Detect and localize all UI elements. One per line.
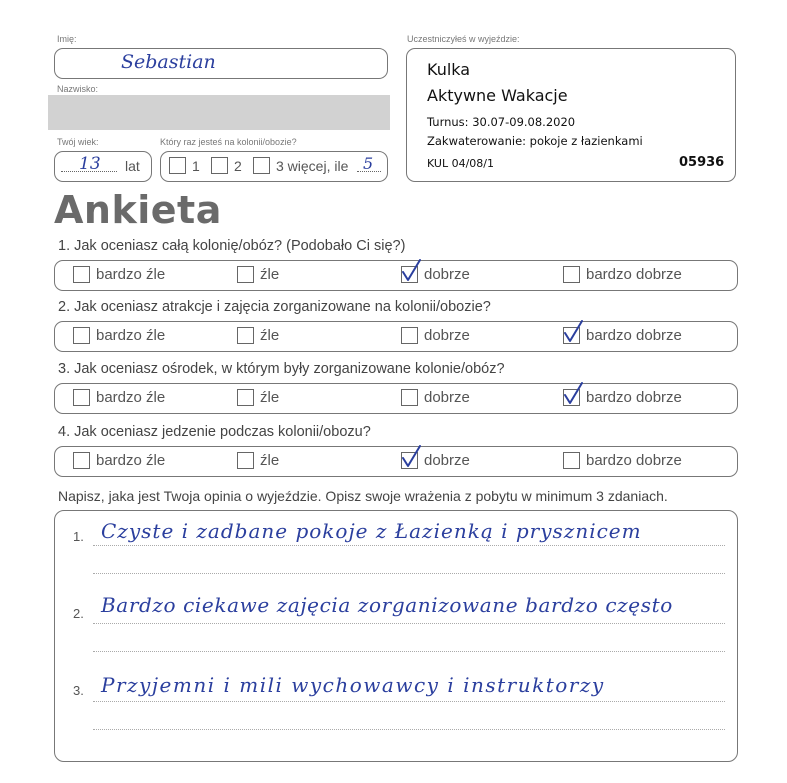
- question-3-option-1[interactable]: [73, 389, 165, 406]
- question-3-options: [54, 383, 738, 414]
- answer-line-2: [93, 623, 725, 624]
- option-label: źle: [260, 266, 280, 283]
- option-label: źle: [260, 327, 280, 344]
- checkbox[interactable]: [237, 266, 254, 283]
- times-checkbox-3[interactable]: [253, 157, 270, 174]
- option-label: bardzo źle: [96, 266, 166, 283]
- surname-label: Nazwisko:: [57, 84, 99, 94]
- answer-1: Czyste i zadbane pokoje z Łazienką i prysznicem: [101, 519, 642, 543]
- question-3-option-3[interactable]: [401, 389, 470, 406]
- option-label: bardzo źle: [96, 389, 166, 406]
- checkbox[interactable]: [73, 389, 90, 406]
- checkbox[interactable]: [73, 452, 90, 469]
- checkbox[interactable]: [563, 389, 580, 406]
- age-label: Twój wiek:: [57, 137, 99, 147]
- question-1-option-1[interactable]: [73, 266, 165, 283]
- option-label: bardzo dobrze: [586, 266, 682, 283]
- checkbox[interactable]: [563, 327, 580, 344]
- name-value: Sebastian: [121, 51, 216, 73]
- option-label: dobrze: [424, 266, 470, 283]
- trip-program: Aktywne Wakacje: [427, 86, 568, 105]
- trip-organizer: Kulka: [427, 60, 471, 79]
- age-value: 13: [79, 154, 101, 174]
- times-label: Który raz jesteś na kolonii/obozie?: [160, 137, 297, 147]
- checkmark-icon: [400, 258, 422, 284]
- answer-2: Bardzo ciekawe zajęcia zorganizowane bardzo często: [101, 593, 673, 617]
- answer-line-1b: [93, 573, 725, 574]
- question-4-option-2[interactable]: [237, 452, 279, 469]
- checkbox[interactable]: [237, 452, 254, 469]
- question-3-text: 3. Jak oceniasz ośrodek, w którym były zorganizowane kolonie/obóz?: [58, 361, 505, 377]
- option-label: dobrze: [424, 327, 470, 344]
- checkbox[interactable]: [73, 327, 90, 344]
- question-1-options: [54, 260, 738, 291]
- question-1-option-3[interactable]: [401, 266, 470, 283]
- trip-accommodation: Zakwaterowanie: pokoje z łazienkami: [427, 134, 643, 148]
- question-2-option-4[interactable]: [563, 327, 682, 344]
- option-label: źle: [260, 452, 280, 469]
- checkbox[interactable]: [401, 389, 418, 406]
- option-label: bardzo źle: [96, 327, 166, 344]
- question-4-option-4[interactable]: [563, 452, 682, 469]
- answer-line-3: [93, 701, 725, 702]
- surname-redaction: [48, 95, 390, 130]
- times-checkbox-1[interactable]: [169, 157, 186, 174]
- checkbox[interactable]: [401, 452, 418, 469]
- question-3-option-2[interactable]: [237, 389, 279, 406]
- answer-line-3b: [93, 729, 725, 730]
- answer-line-2b: [93, 651, 725, 652]
- checkbox[interactable]: [237, 327, 254, 344]
- answer-number-1: 1.: [73, 529, 84, 544]
- checkmark-icon: [562, 381, 584, 407]
- times-option-2[interactable]: 2: [211, 157, 242, 174]
- age-unit: lat: [125, 158, 140, 174]
- age-field[interactable]: [54, 151, 152, 182]
- answer-line-1: [93, 545, 725, 546]
- question-1-option-2[interactable]: [237, 266, 279, 283]
- trip-turnus: Turnus: 30.07-09.08.2020: [427, 115, 576, 129]
- checkmark-icon: [562, 319, 584, 345]
- option-label: źle: [260, 389, 280, 406]
- option-label: bardzo dobrze: [586, 389, 682, 406]
- option-label: dobrze: [424, 452, 470, 469]
- question-4-text: 4. Jak oceniasz jedzenie podczas kolonii/obozu?: [58, 424, 371, 440]
- question-1-text: 1. Jak oceniasz całą kolonię/obóz? (Podobało Ci się?): [58, 238, 406, 254]
- opinion-box[interactable]: [54, 510, 738, 762]
- option-label: bardzo dobrze: [586, 452, 682, 469]
- question-1-option-4[interactable]: [563, 266, 682, 283]
- question-4-options: [54, 446, 738, 477]
- trip-info-box: [406, 48, 736, 182]
- checkbox[interactable]: [563, 452, 580, 469]
- trip-number: 05936: [679, 155, 725, 170]
- survey-title: Ankieta: [54, 188, 222, 232]
- option-label: dobrze: [424, 389, 470, 406]
- checkmark-icon: [400, 444, 422, 470]
- question-3-option-4[interactable]: [563, 389, 682, 406]
- question-2-option-1[interactable]: [73, 327, 165, 344]
- times-field[interactable]: [160, 151, 388, 182]
- times-option-3[interactable]: 3 więcej, ile: [253, 157, 348, 174]
- trip-code: KUL 04/08/1: [427, 157, 494, 170]
- answer-number-3: 3.: [73, 683, 84, 698]
- question-2-option-2[interactable]: [237, 327, 279, 344]
- name-field[interactable]: [54, 48, 388, 79]
- participant-label: Uczestniczyłeś w wyjeździe:: [407, 34, 520, 44]
- question-2-options: [54, 321, 738, 352]
- times-value: 5: [363, 154, 374, 173]
- opinion-prompt: Napisz, jaka jest Twoja opinia o wyjeździe. Opisz swoje wrażenia z pobytu w minimum 3 zdaniach.: [58, 488, 668, 504]
- question-4-option-3[interactable]: [401, 452, 470, 469]
- option-label: bardzo dobrze: [586, 327, 682, 344]
- checkbox[interactable]: [401, 327, 418, 344]
- name-label: Imię:: [57, 34, 77, 44]
- question-4-option-1[interactable]: [73, 452, 165, 469]
- checkbox[interactable]: [401, 266, 418, 283]
- answer-3: Przyjemni i mili wychowawcy i instruktorzy: [101, 673, 605, 697]
- times-checkbox-2[interactable]: [211, 157, 228, 174]
- checkbox[interactable]: [563, 266, 580, 283]
- answer-number-2: 2.: [73, 606, 84, 621]
- checkbox[interactable]: [73, 266, 90, 283]
- checkbox[interactable]: [237, 389, 254, 406]
- option-label: bardzo źle: [96, 452, 166, 469]
- times-option-1[interactable]: 1: [169, 157, 200, 174]
- question-2-option-3[interactable]: [401, 327, 470, 344]
- question-2-text: 2. Jak oceniasz atrakcje i zajęcia zorganizowane na kolonii/obozie?: [58, 299, 491, 315]
